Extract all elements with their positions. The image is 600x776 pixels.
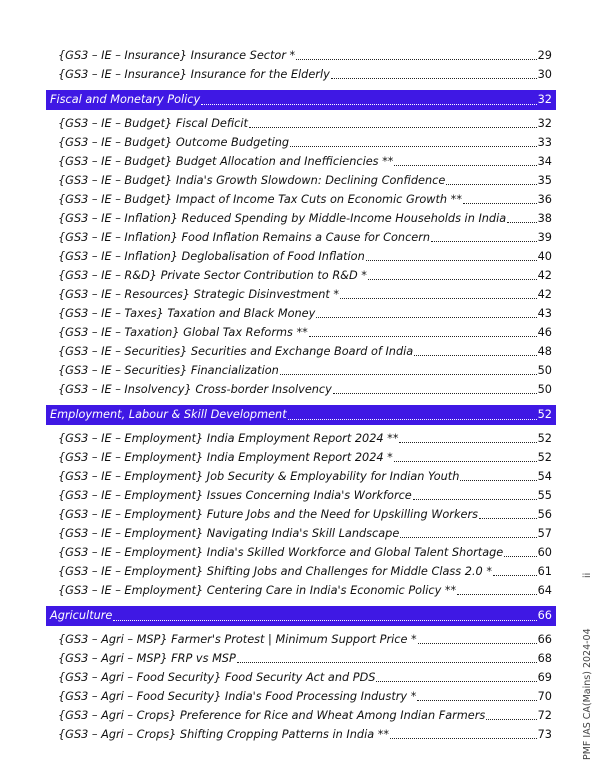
toc-entry-page: 73 bbox=[537, 728, 552, 741]
toc-entry[interactable] bbox=[46, 112, 556, 131]
toc-entry-page: 46 bbox=[537, 326, 552, 339]
dot-leader bbox=[463, 203, 537, 204]
toc-entry-title: {GS3 – IE – Inflation} Deglobalisation of Food Inflation bbox=[58, 250, 365, 263]
toc-section-header[interactable] bbox=[46, 90, 556, 110]
toc-entry[interactable] bbox=[46, 685, 556, 704]
dot-leader bbox=[504, 556, 536, 557]
dot-leader bbox=[479, 518, 537, 519]
toc-section-page: 66 bbox=[537, 609, 552, 622]
toc-entry[interactable] bbox=[46, 264, 556, 283]
toc-entry-title: {GS3 – IE – Employment} Issues Concerning India's Workforce bbox=[58, 489, 412, 502]
toc-entry-title: {GS3 – IE – Employment} Shifting Jobs and Challenges for Middle Class 2.0 * bbox=[58, 565, 492, 578]
toc-entry-title: {GS3 – IE – Employment} India Employment Report 2024 ** bbox=[58, 432, 399, 445]
toc-entry-title: {GS3 – IE – Securities} Securities and Exchange Board of India bbox=[58, 345, 414, 358]
toc-entry[interactable] bbox=[46, 503, 556, 522]
toc-entry-page: 55 bbox=[537, 489, 552, 502]
toc-section-title: Employment, Labour & Skill Development bbox=[50, 408, 287, 421]
toc-entry-title: {GS3 – IE – Employment} Job Security & Employability for Indian Youth bbox=[58, 470, 460, 483]
toc-section-title: Fiscal and Monetary Policy bbox=[50, 93, 201, 106]
toc-entry-page: 69 bbox=[537, 671, 552, 684]
toc-entry-page: 29 bbox=[537, 49, 552, 62]
toc-entry[interactable] bbox=[46, 522, 556, 541]
dot-leader bbox=[417, 700, 536, 701]
dot-leader bbox=[390, 738, 537, 739]
dot-leader bbox=[333, 393, 537, 394]
dot-leader bbox=[400, 537, 536, 538]
toc-entry-title: {GS3 – IE – Resources} Strategic Disinvestment * bbox=[58, 288, 340, 301]
dot-leader bbox=[249, 127, 537, 128]
toc-entry-page: 64 bbox=[537, 584, 552, 597]
dot-leader bbox=[290, 146, 537, 147]
toc-entry[interactable] bbox=[46, 378, 556, 397]
toc-entry-page: 33 bbox=[537, 136, 552, 149]
toc-entry[interactable] bbox=[46, 465, 556, 484]
dot-leader bbox=[201, 104, 536, 105]
toc-entry-title: {GS3 – IE – Employment} Navigating India's Skill Landscape bbox=[58, 527, 400, 540]
toc-entry[interactable] bbox=[46, 131, 556, 150]
dot-leader bbox=[376, 681, 536, 682]
toc-entry-title: {GS3 – Agri – MSP} FRP vs MSP bbox=[58, 652, 236, 665]
dot-leader bbox=[486, 719, 536, 720]
toc-entry-page: 56 bbox=[537, 508, 552, 521]
toc-entry-title: {GS3 – Agri – MSP} Farmer's Protest | Minimum Support Price * bbox=[58, 633, 417, 646]
toc-entry-page: 48 bbox=[537, 345, 552, 358]
toc-entry[interactable] bbox=[46, 628, 556, 647]
toc-entry-title: {GS3 – IE – Employment} Centering Care in India's Economic Policy ** bbox=[58, 584, 457, 597]
toc-entry-title: {GS3 – Agri – Crops} Shifting Cropping Patterns in India ** bbox=[58, 728, 390, 741]
dot-leader bbox=[399, 442, 536, 443]
toc-entry-title: {GS3 – Agri – Food Security} Food Security Act and PDS bbox=[58, 671, 376, 684]
toc-section-page: 52 bbox=[537, 408, 552, 421]
toc-entry[interactable] bbox=[46, 484, 556, 503]
toc-entry[interactable] bbox=[46, 150, 556, 169]
toc-entry[interactable] bbox=[46, 302, 556, 321]
toc-entry-page: 70 bbox=[537, 690, 552, 703]
toc-entry[interactable] bbox=[46, 63, 556, 82]
toc-entry-page: 57 bbox=[537, 527, 552, 540]
dot-leader bbox=[368, 279, 537, 280]
toc-entry-title: {GS3 – Agri – Food Security} India's Food Processing Industry * bbox=[58, 690, 417, 703]
dot-leader bbox=[413, 499, 537, 500]
toc-entry[interactable] bbox=[46, 446, 556, 465]
page-number: ii bbox=[582, 572, 593, 578]
toc-entry[interactable] bbox=[46, 579, 556, 598]
dot-leader bbox=[460, 480, 536, 481]
toc-sections bbox=[46, 90, 556, 742]
toc-entry[interactable] bbox=[46, 723, 556, 742]
toc-entry[interactable] bbox=[46, 207, 556, 226]
toc-entry-page: 60 bbox=[537, 546, 552, 559]
toc-entry-title: {GS3 – IE – R&D} Private Sector Contribution to R&D * bbox=[58, 269, 367, 282]
table-of-contents bbox=[46, 44, 556, 742]
toc-entry-page: 61 bbox=[537, 565, 552, 578]
toc-entry[interactable] bbox=[46, 340, 556, 359]
dot-leader bbox=[414, 355, 536, 356]
toc-entry[interactable] bbox=[46, 666, 556, 685]
toc-entry-title: {GS3 – IE – Taxation} Global Tax Reforms ** bbox=[58, 326, 308, 339]
toc-entry-page: 32 bbox=[537, 117, 552, 130]
dot-leader bbox=[237, 662, 537, 663]
dot-leader bbox=[288, 419, 537, 420]
dot-leader bbox=[446, 184, 536, 185]
dot-leader bbox=[418, 643, 537, 644]
dot-leader bbox=[431, 241, 537, 242]
toc-entry-page: 36 bbox=[537, 193, 552, 206]
toc-entry[interactable] bbox=[46, 359, 556, 378]
toc-entry[interactable] bbox=[46, 427, 556, 446]
toc-entry-page: 68 bbox=[537, 652, 552, 665]
toc-entry-title: {GS3 – IE – Budget} India's Growth Slowdown: Declining Confidence bbox=[58, 174, 446, 187]
toc-entry-title: {GS3 – IE – Insurance} Insurance for the Elderly bbox=[58, 68, 330, 81]
dot-leader bbox=[309, 336, 537, 337]
dot-leader bbox=[394, 461, 537, 462]
toc-entry-title: {GS3 – IE – Insurance} Insurance Sector * bbox=[58, 49, 296, 62]
dot-leader bbox=[507, 222, 536, 223]
toc-entry-title: {GS3 – IE – Budget} Budget Allocation and Inefficiencies ** bbox=[58, 155, 394, 168]
toc-entry-page: 52 bbox=[537, 432, 552, 445]
toc-entry[interactable] bbox=[46, 44, 556, 63]
toc-entry[interactable] bbox=[46, 188, 556, 207]
toc-entry-page: 52 bbox=[537, 451, 552, 464]
dot-leader bbox=[331, 78, 537, 79]
toc-entry-title: {GS3 – IE – Taxes} Taxation and Black Money bbox=[58, 307, 316, 320]
toc-entry-title: {GS3 – IE – Employment} India Employment Report 2024 * bbox=[58, 451, 393, 464]
toc-entry-page: 39 bbox=[537, 231, 552, 244]
dot-leader bbox=[394, 165, 536, 166]
dot-leader bbox=[296, 59, 536, 60]
toc-entry-page: 42 bbox=[537, 288, 552, 301]
toc-entry-page: 42 bbox=[537, 269, 552, 282]
footer-sidebar-text: PMF IAS CA(Mains) 2024-04 bbox=[582, 628, 593, 760]
dot-leader bbox=[366, 260, 537, 261]
toc-entry-page: 35 bbox=[537, 174, 552, 187]
dot-leader bbox=[280, 374, 537, 375]
dot-leader bbox=[493, 575, 537, 576]
toc-entry-title: {GS3 – IE – Securities} Financialization bbox=[58, 364, 279, 377]
toc-entry-title: {GS3 – IE – Inflation} Reduced Spending by Middle-Income Households in India bbox=[58, 212, 507, 225]
toc-entry-title: {GS3 – IE – Budget} Fiscal Deficit bbox=[58, 117, 248, 130]
toc-entry[interactable] bbox=[46, 704, 556, 723]
toc-entry-title: {GS3 – IE – Budget} Outcome Budgeting bbox=[58, 136, 290, 149]
toc-entry-title: {GS3 – IE – Employment} India's Skilled Workforce and Global Talent Shortage bbox=[58, 546, 504, 559]
toc-entry-page: 72 bbox=[537, 709, 552, 722]
toc-section-header[interactable] bbox=[46, 405, 556, 425]
toc-entry-title: {GS3 – IE – Budget} Impact of Income Tax Cuts on Economic Growth ** bbox=[58, 193, 462, 206]
toc-section-page: 32 bbox=[537, 93, 552, 106]
toc-entry-page: 50 bbox=[537, 364, 552, 377]
toc-section-title: Agriculture bbox=[50, 609, 113, 622]
toc-entry[interactable] bbox=[46, 321, 556, 340]
toc-entry-title: {GS3 – Agri – Crops} Preference for Rice and Wheat Among Indian Farmers bbox=[58, 709, 486, 722]
toc-entry-title: {GS3 – IE – Employment} Future Jobs and the Need for Upskilling Workers bbox=[58, 508, 478, 521]
toc-section-header[interactable] bbox=[46, 606, 556, 626]
toc-entry[interactable] bbox=[46, 647, 556, 666]
dot-leader bbox=[113, 620, 536, 621]
toc-entry-page: 43 bbox=[537, 307, 552, 320]
toc-entry[interactable] bbox=[46, 169, 556, 188]
toc-entry[interactable] bbox=[46, 283, 556, 302]
toc-entry[interactable] bbox=[46, 541, 556, 560]
toc-entry-page: 54 bbox=[537, 470, 552, 483]
toc-entry[interactable] bbox=[46, 245, 556, 264]
toc-entry[interactable] bbox=[46, 226, 556, 245]
dot-leader bbox=[340, 298, 537, 299]
toc-entry-page: 34 bbox=[537, 155, 552, 168]
toc-entry-page: 66 bbox=[537, 633, 552, 646]
toc-entry-title: {GS3 – IE – Inflation} Food Inflation Remains a Cause for Concern bbox=[58, 231, 431, 244]
dot-leader bbox=[316, 317, 536, 318]
toc-entry-title: {GS3 – IE – Insolvency} Cross-border Insolvency bbox=[58, 383, 332, 396]
toc-entry-page: 40 bbox=[537, 250, 552, 263]
toc-entry[interactable] bbox=[46, 560, 556, 579]
toc-entry-page: 30 bbox=[537, 68, 552, 81]
toc-entry-page: 50 bbox=[537, 383, 552, 396]
toc-entry-page: 38 bbox=[537, 212, 552, 225]
dot-leader bbox=[457, 594, 536, 595]
